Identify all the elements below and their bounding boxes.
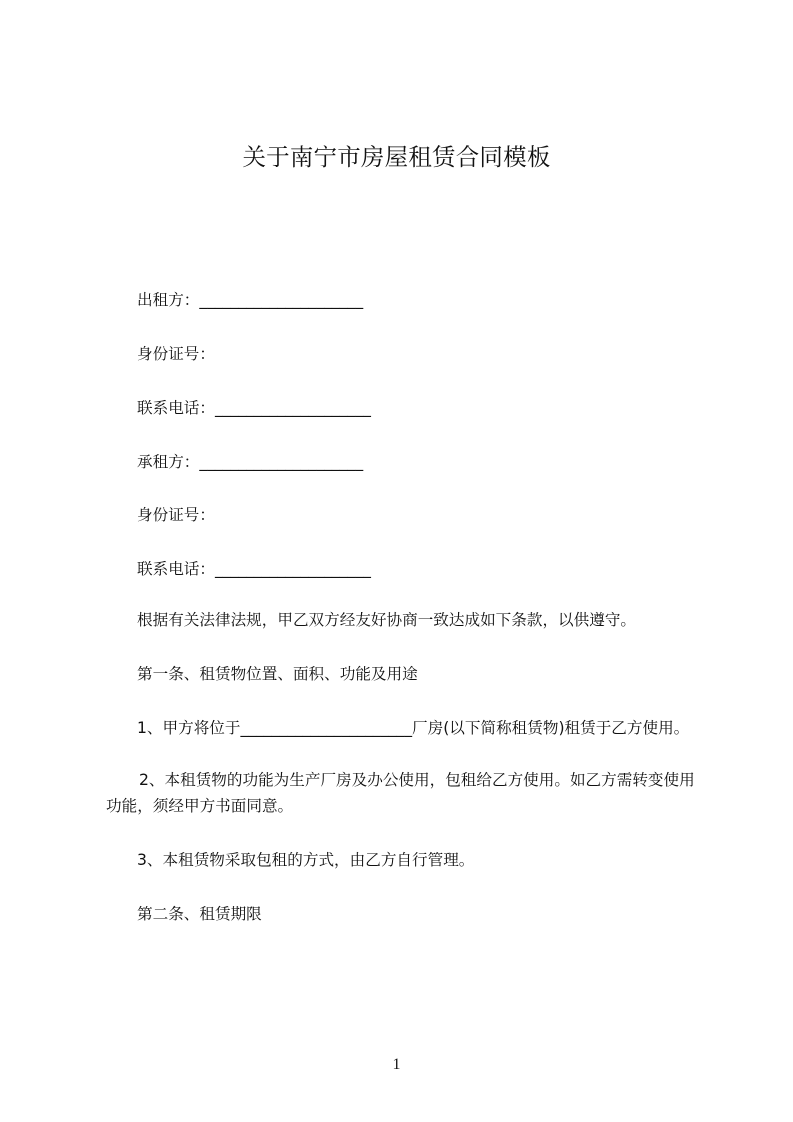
lessee-line — [137, 452, 363, 472]
clause1-text-after: 厂房(以下简称租赁物)租赁于乙方使用。 — [412, 719, 690, 737]
lessee-id-label: 身份证号： — [137, 506, 215, 524]
lessor-line — [137, 290, 363, 310]
lessor-label: 出租方： — [137, 291, 200, 309]
article2-heading: 第二条、租赁期限 — [137, 905, 262, 923]
lessor-phone-line — [137, 398, 371, 418]
lessee-phone-blank: ____________________ — [214, 560, 371, 578]
document-title: 关于南宁市房屋租赁合同模板 — [242, 143, 551, 171]
lessee-phone-line — [137, 559, 371, 579]
article1-clause2-line1: 2、本租赁物的功能为生产厂房及办公使用，包租给乙方使用。如乙方需转变使用 — [139, 771, 695, 789]
lessor-id-line — [137, 344, 215, 364]
article1-clause3: 3、本租赁物采取包租的方式，由乙方自行管理。 — [137, 851, 475, 869]
article1-clause1 — [137, 718, 689, 738]
lessor-id-label: 身份证号： — [137, 345, 215, 363]
lessee-label: 承租方： — [137, 453, 200, 471]
lessor-phone-label: 联系电话： — [137, 399, 215, 417]
page-number: 1 — [392, 1056, 401, 1073]
article1-heading: 第一条、租赁物位置、面积、功能及用途 — [137, 665, 418, 683]
clause1-text-before: 1、甲方将位于 — [137, 719, 241, 737]
article1-clause2-line2: 功能，须经甲方书面同意。 — [106, 797, 294, 815]
lessor-blank: _____________________ — [199, 291, 364, 309]
lessor-phone-blank: ____________________ — [214, 399, 371, 417]
lessee-id-line — [137, 505, 215, 525]
clause1-location-blank: ______________________ — [240, 719, 413, 737]
lessee-blank: _____________________ — [199, 453, 364, 471]
lessee-phone-label: 联系电话： — [137, 560, 215, 578]
preamble-paragraph: 根据有关法律法规，甲乙双方经友好协商一致达成如下条款，以供遵守。 — [137, 611, 637, 629]
